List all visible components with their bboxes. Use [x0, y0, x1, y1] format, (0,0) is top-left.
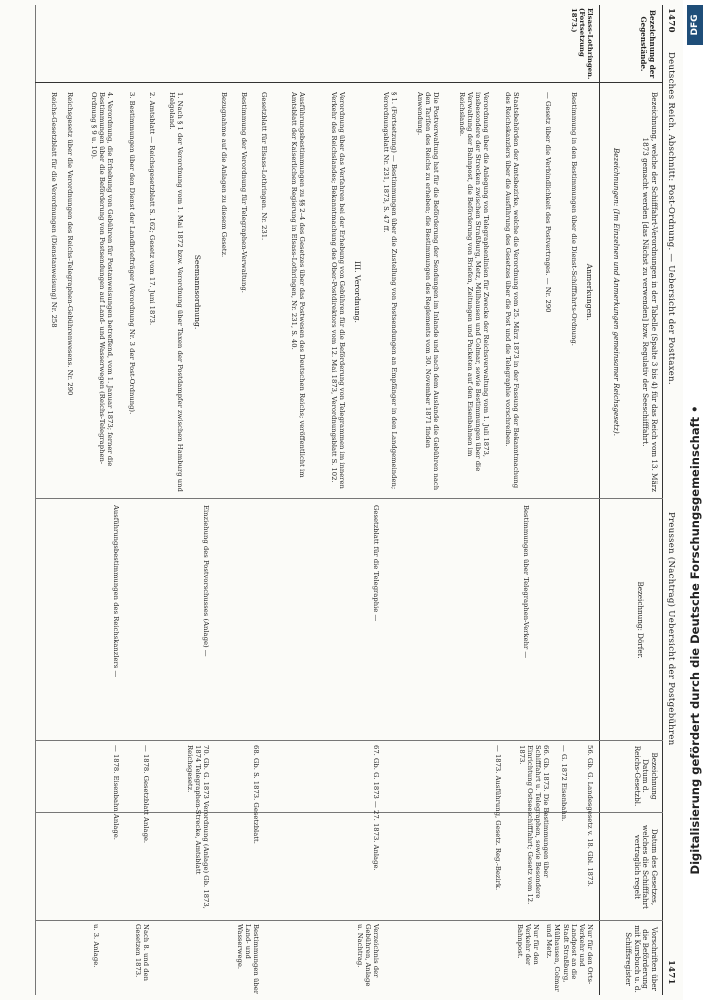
- right-entry-7: 70. Gb. G. 1873 Verordnung (Anlage) Gb. 1873, 1874 Telegraphen-Strecke, Amtsblatt Reichsgesetz.: [185, 745, 210, 909]
- right-entry-6: 68. Gb. S. 1873. Gesetzblatt.: [252, 745, 260, 844]
- column-header-6: Bezeichnung Datum d. Reichs-Gesetzbl.: [632, 745, 659, 807]
- rule-under-header: [599, 5, 600, 995]
- body-paragraph-2: Verordnung über die Anlegung von Telegraphenlinien für Zwecke der Reichsverwaltung vom 1. Juli 1873, insbesondere der Strecken zwischen Straßburg, Metz, Mülhausen und Colmar, sowie Bestimmungen über die Verwaltung der Bahnpost, die Beförderung von Briefen, Zeitungen und Packeten auf den Eisenbahnen im Reichslande.: [457, 92, 490, 472]
- mid-entry-4: Ausführungsbestimmungen des Reichskanzlers —: [112, 505, 120, 678]
- body-paragraph-3: Die Postverwaltung hat für die Beförderung der Sendungen im Inlande und nach dem Auslande die Gebühren nach den Tarifen des Reichs zu erheben; die Bestimmungen des Reglements vom 30. November 1871 finden Anwendung.: [415, 92, 440, 491]
- mid-entry-1: Bestimmungen über Telegraphen-Verkehr —: [522, 505, 530, 659]
- right-entry-9: — 1878. Eisenbahn Anlage.: [112, 745, 120, 840]
- bottom-paragraph-3: 3. Bestimmungen über den Dienst der Landbriefträger (Verordnung Nr. 3 der Post-Ordnung).: [128, 92, 136, 415]
- right-col-entry-4: Bestimmungen über Land- und Wasserwege.: [235, 924, 260, 994]
- running-header-left: Deutsches Reich. Abschnitt: Post-Ordnung. — Uebersicht der Posttaxen.: [666, 52, 676, 385]
- right-col-entry-3: Verzeichnis der Gebühren, Anlage u. Nachtrag.: [355, 924, 380, 987]
- right-col-entry-2: Nur für den Verkehr der Bahnpost.: [515, 924, 540, 966]
- row-label: Elsass-Lothringen. (Fortsetzung 1873.): [569, 8, 594, 80]
- bottom-paragraph-4: 4. Verordnung, die Erhebung von Gebühren für Postanweisungen betreffend, vom 1. Januar 1873; ferner die Bestimmungen über die Beförderung von Postsendungen auf Land- und Wasserwegen (Reichs-Telegraphen-Ordnung § 9 u. 10).: [89, 92, 114, 467]
- section-anmerkungen: Anmerkungen.: [585, 263, 594, 321]
- section-telegraphen: Bestimmung der Verordnung für Telegraphen-Verwaltung.: [240, 92, 248, 293]
- right-col-entry-5: Nach 8. und den Gesetzen 1873.: [133, 924, 150, 982]
- section-seemannsordnung: Seemannsordnung.: [193, 254, 202, 330]
- section-bestimmung: Bestimmung in den Bestimmungen über die Dienst-Schifffahrts-Ordnung.: [570, 92, 578, 346]
- column-rule-4: [35, 812, 663, 813]
- column-rule-5: [35, 920, 663, 921]
- rule-bottom: [35, 5, 36, 995]
- column-header-4: Bezeichnung: Dörfer.: [636, 581, 645, 659]
- lower-paragraph-1: Verordnung über das Verfahren bei der Erhebung von Gebühren für die Beförderung von Telegrammen im inneren Verkehr des Reichslandes; Bekanntmachung des Ober-Postdirektors vom 12. Mai 1873, Verordnungsblatt S. 102.: [329, 92, 346, 489]
- body-paragraph-4: § 1. (Fortsetzung) — Bestimmungen über die Zustellung von Postsendungen an Empfänger in den Landgemeinden; Verordnungsblatt Nr. 231, 1873, S. 47 ff.: [381, 92, 398, 490]
- rule-top: [662, 5, 663, 995]
- right-entry-2: — G. 1872 Eisenbahn.: [560, 745, 568, 822]
- running-header-right: Preussen (Nachtrag) Uebersicht der Postgebühren: [666, 512, 676, 746]
- right-entry-5: 67. Gb. G. 1873 — 27. 1873. Anlage.: [372, 745, 380, 871]
- right-entry-8: — 1878. Gesetzblatt Anlage.: [142, 745, 150, 844]
- section-dienstanweisung: Reichs-Gesetzblatt für die Verordnungen (Dienstanweisung) Nr. 258: [50, 92, 58, 328]
- page-number-right: 1471: [666, 960, 676, 985]
- section-gesetz: — Gesetz über die Verbindlichkeit des Postvertrages. — Nr. 290: [544, 92, 552, 313]
- body-paragraph-1: Staatsbehörden der Amtsbezirke, welche die Verordnung vom 25. März 1873 in der Fassung der Bekanntmachung des Reichskanzlers über die Ausführung des Gesetzes über die Post und die Telegraphie vorschreiben.: [503, 92, 520, 489]
- right-entry-1: 56. Gb. G. Landesgesetz v. 18. Gbl. 1873.: [586, 745, 594, 887]
- column-rule-1: [35, 82, 663, 83]
- column-header-2: Bezeichnung, welche der Schifffahrt-Verordnungen in der Tabelle (Spalte 3 bis 4) für das Reich vom 13. März 1873 gemacht werden [das Nächst zu verwenden] bzw. Regulativ der Seeschifffahrt.: [641, 92, 659, 492]
- column-header-3: Bezeichnungen: (Im Einzelnen und Anmerkungen gemeinsamer Reichsgesetz).: [612, 148, 621, 436]
- section-anlagen: Bezugnahme auf die Anlagen zu diesem Gesetz.: [220, 92, 228, 258]
- column-rule-3: [35, 740, 663, 741]
- column-header-1: Bezeichnung der Gegenstände.: [639, 9, 657, 79]
- page-number-left: 1470: [666, 8, 676, 33]
- section-gesetzblatt: Gesetzblatt für Elsass-Lothringen. Nr. 231.: [260, 92, 268, 241]
- column-header-7: Datum des Gesetzes, welches die Schifffahrt vertraglich regelt: [632, 825, 659, 909]
- column-rule-2: [35, 498, 663, 499]
- right-col-entry-1: Nur für den Orts-Verkehr und Landpost an die Stadt Straßburg, Mülhausen, Colmar und Metz.: [545, 924, 594, 992]
- right-entry-3: 66. Gb. 1873. Die Bestimmungen über Schifffahrt u. Telegraphen, sowie Besondere Einrichtung Ostseeschifffahrt; Gesetz vom 12. 1873.: [517, 745, 550, 905]
- right-entry-4: — 1873. Ausführung, Gesetz. Reg.-Bezirk.: [494, 745, 502, 891]
- right-col-entry-6: u. 3. Anlage.: [92, 924, 100, 968]
- bottom-paragraph-2: 2. Amtsblatt — Reichsgesetzblatt S. 162; Gesetz vom 17. Juni 1873.: [148, 92, 156, 326]
- dfg-logo: [687, 5, 703, 45]
- column-header-8: Vorschriften über die Beförderung mit Kursbuch u. d. Schiffsregister: [624, 925, 659, 993]
- dfg-caption: Digitalisierung gefördert durch die Deutsche Forschungsgemeinschaft •: [688, 405, 702, 875]
- mid-entry-3: Einziehung des Postvorschusses (Anlage) —: [202, 505, 210, 657]
- subsection-title: III. Verordnung.: [353, 261, 362, 323]
- section-reichsgesetz: Reichsgesetz über die Verordnungen des Reichs-Telegraphen-Gebührenwesens. Nr. 290: [66, 92, 74, 396]
- dfg-logo-text: DFG: [690, 14, 700, 36]
- lower-paragraph-2: Ausführungsbestimmungen zu §§ 2–4 des Gesetzes über das Postwesen des Deutschen Reichs; veröffentlicht im Amtsblatt der Kaiserlichen Regierung in Elsass-Lothringen, Nr. 231, S. 40.: [289, 92, 306, 478]
- bottom-paragraph-1: 1. Nach § 1 der Verordnung vom 1. Mai 1872 bzw. Verordnung über Taxen der Postdampfer zwischen Hamburg und Helgoland.: [167, 92, 184, 492]
- mid-entry-2: Gesetzblatt für die Telegraphie —: [372, 505, 380, 622]
